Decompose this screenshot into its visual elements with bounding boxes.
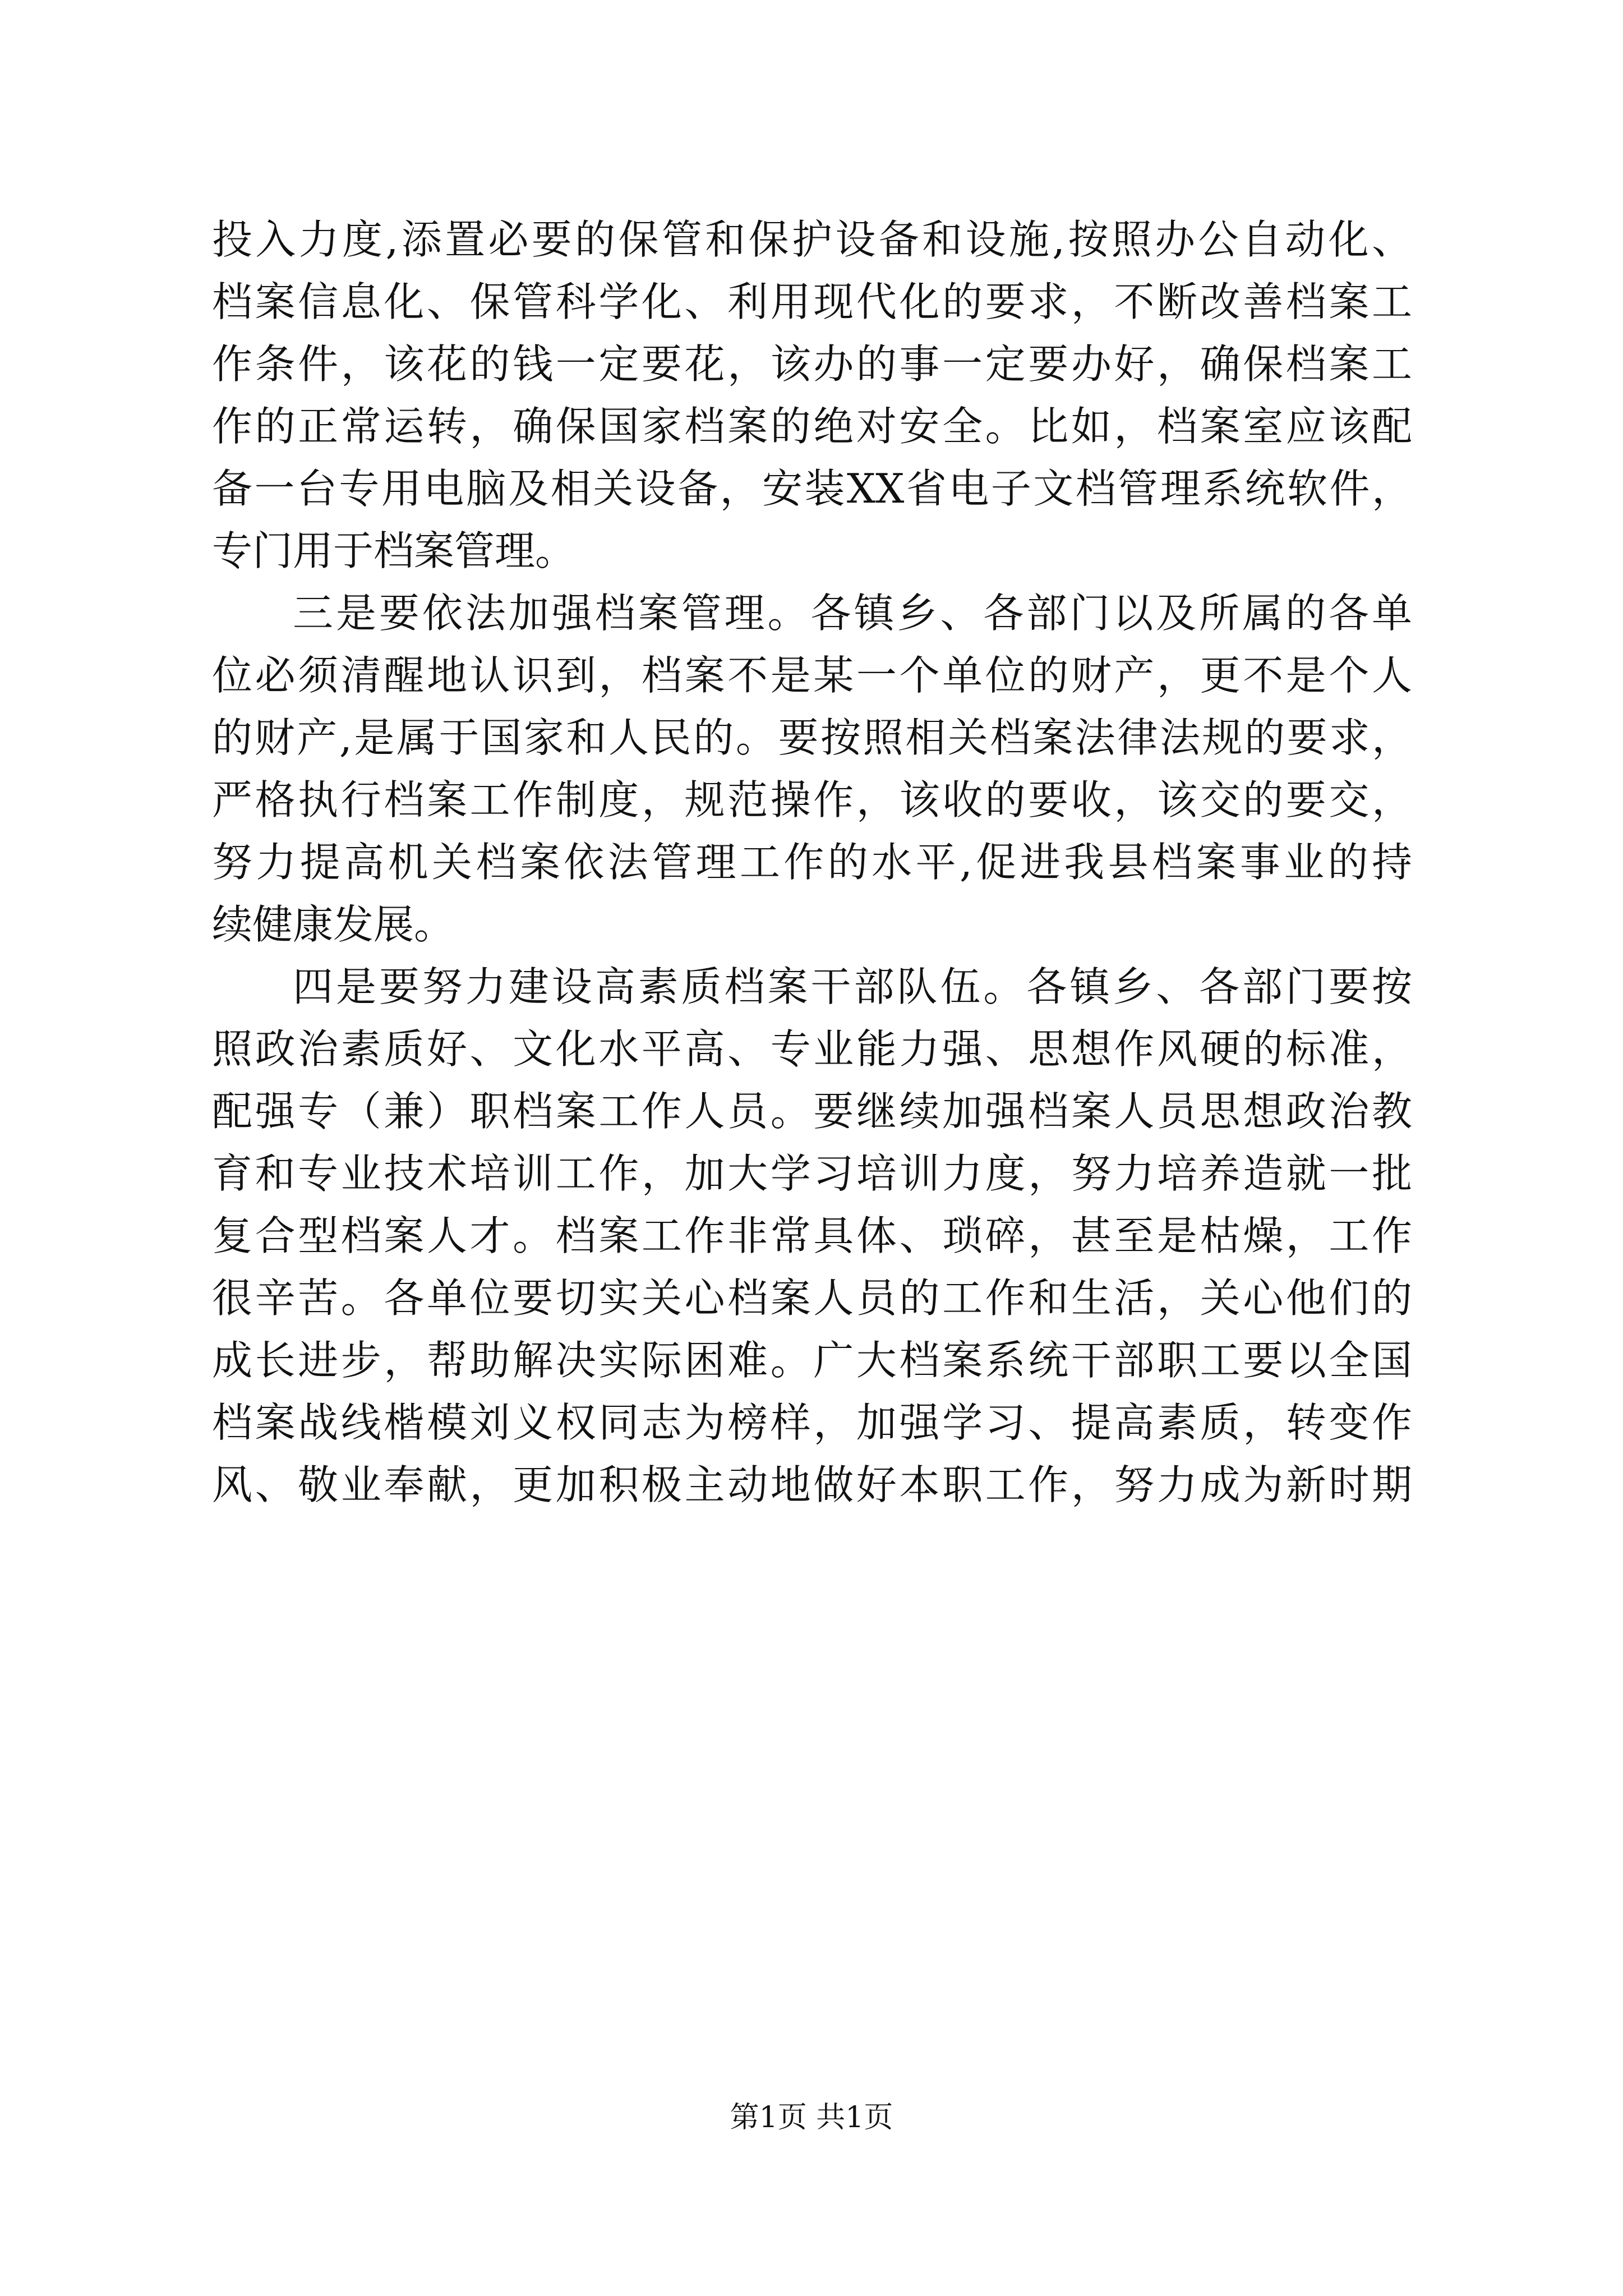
text-line: 复合型档案人才。档案工作非常具体、琐碎，甚至是枯燥，工作 [212, 1212, 1412, 1259]
text-line: 四是要努力建设高素质档案干部队伍。各镇乡、各部门要按 [293, 963, 1412, 1010]
text-line: 努力提高机关档案依法管理工作的水平,促进我县档案事业的持 [212, 839, 1412, 886]
text-line: 的财产,是属于国家和人民的。要按照相关档案法律法规的要求， [212, 714, 1412, 761]
text-line: 严格执行档案工作制度，规范操作，该收的要收，该交的要交， [212, 776, 1412, 823]
text-line: 风、敬业奉献，更加积极主动地做好本职工作，努力成为新时期 [212, 1461, 1412, 1508]
text-line: 成长进步，帮助解决实际困难。广大档案系统干部职工要以全国 [212, 1337, 1412, 1384]
text-line: 三是要依法加强档案管理。各镇乡、各部门以及所属的各单 [293, 590, 1412, 637]
document-body [212, 209, 1412, 1516]
page-footer: 第1页 共1页 [730, 2101, 893, 2134]
text-line: 续健康发展。 [212, 901, 455, 948]
text-line: 位必须清醒地认识到，档案不是某一个单位的财产，更不是个人 [212, 652, 1412, 699]
text-line: 照政治素质好、文化水平高、专业能力强、思想作风硬的标准， [212, 1025, 1412, 1073]
text-line: 作的正常运转，确保国家档案的绝对安全。比如，档案室应该配 [212, 403, 1412, 450]
text-line: 投入力度,添置必要的保管和保护设备和设施,按照办公自动化、 [212, 216, 1412, 263]
text-line: 育和专业技术培训工作，加大学习培训力度，努力培养造就一批 [212, 1150, 1412, 1197]
text-line: 档案信息化、保管科学化、利用现代化的要求，不断改善档案工 [212, 278, 1412, 325]
text-line: 很辛苦。各单位要切实关心档案人员的工作和生活，关心他们的 [212, 1274, 1412, 1322]
text-line: 专门用于档案管理。 [212, 527, 576, 574]
text-line: 备一台专用电脑及相关设备，安装XX省电子文档管理系统软件， [212, 465, 1412, 512]
text-line: 配强专（兼）职档案工作人员。要继续加强档案人员思想政治教 [212, 1088, 1412, 1135]
paragraph-2 [212, 582, 1412, 956]
paragraph-1 [212, 209, 1412, 582]
paragraph-3 [212, 956, 1412, 1516]
text-line: 档案战线楷模刘义权同志为榜样，加强学习、提高素质，转变作 [212, 1399, 1412, 1446]
text-line: 作条件，该花的钱一定要花，该办的事一定要办好，确保档案工 [212, 341, 1412, 388]
